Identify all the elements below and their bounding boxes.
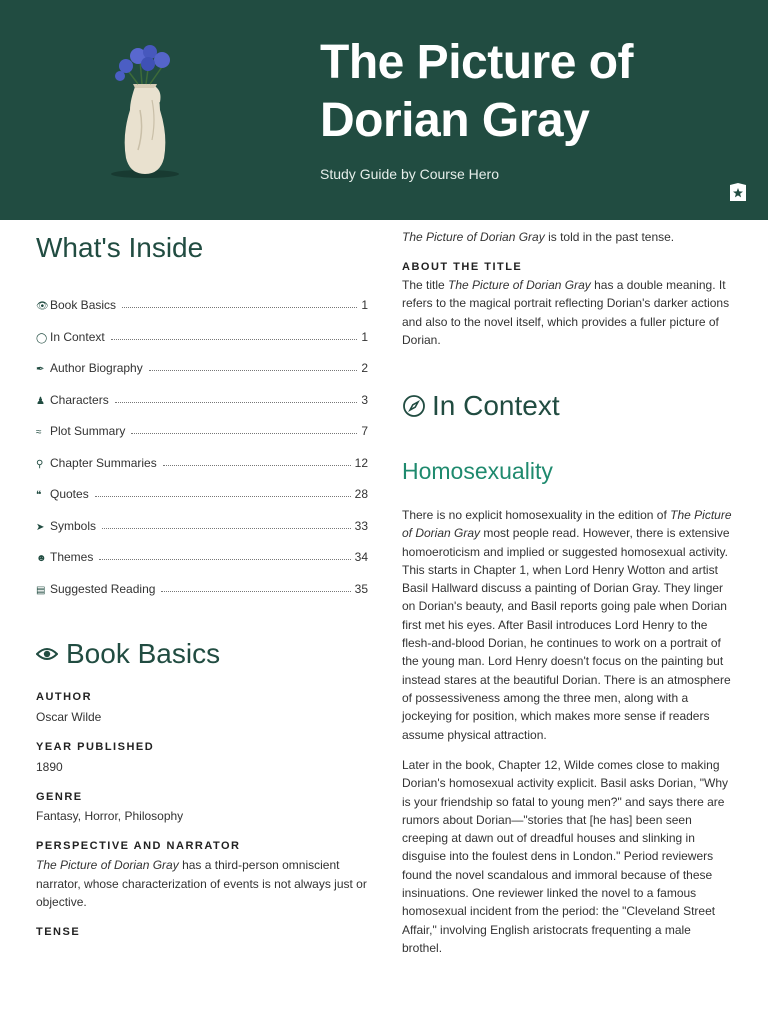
- toc-item-label: Characters: [50, 392, 109, 407]
- about-title-label: ABOUT THE TITLE: [402, 261, 523, 273]
- toc-page-number: 33: [354, 518, 368, 533]
- author-label: AUTHOR: [36, 691, 93, 703]
- toc-item-label: In Context: [50, 329, 105, 344]
- toc-item-label: Plot Summary: [50, 424, 126, 438]
- cover-header: [0, 0, 768, 220]
- toc-dot-leader: [99, 559, 350, 560]
- toc-item-label: Symbols: [50, 518, 97, 533]
- perspective-book-title: The Picture of Dorian Gray: [36, 858, 179, 872]
- toc-item-label: Book Basics: [50, 298, 117, 312]
- toc-item-chapter-summaries[interactable]: [36, 452, 368, 470]
- homosexuality-paragraph-2: Later in the book, Chapter 12, Wilde comes close to making Dorian's homosexual activity explicit. Basil asks Dorian, "Why is your friendship so fatal to young men?" and says there are rumors about Dorian—"stories that [he has] been seen creeping at dawn out of dreadful houses and slinking in disguise into the foulest dens in London." Period reviewers found the novel scandalous and immoral because of these insinuations. One reviewer linked the novel to a famous homosexual incident from the period: the "Cleveland Street Affair," involving English aristocrats frequenting a male brothel.: [402, 758, 728, 955]
- toc-page-number: 7: [361, 424, 368, 438]
- toc-item-label: Suggested Reading: [50, 581, 156, 596]
- in-context-heading-text: In Context: [432, 390, 560, 421]
- perspective-text: has a third-person omniscient narrator, whose characterization of events is not always just or objective.: [36, 858, 367, 909]
- toc-dot-leader: [161, 591, 350, 592]
- toc-item-characters[interactable]: [36, 389, 368, 407]
- toc-page-number: 3: [361, 392, 368, 407]
- toc-dot-leader: [163, 465, 351, 466]
- book-basics-heading: [36, 638, 220, 670]
- p1-book-title: The Picture of Dorian Gray: [402, 508, 732, 541]
- toc-page-number: 35: [354, 581, 368, 596]
- genre-label: GENRE: [36, 791, 83, 803]
- toc-dot-leader: [122, 307, 357, 308]
- bird-icon: ➤: [36, 521, 45, 533]
- whats-inside-heading: What's Inside: [36, 232, 204, 263]
- toc-item-label: Quotes: [50, 487, 89, 501]
- compass-icon: [402, 394, 426, 418]
- p1-pre: There is no explicit homosexuality in the edition of: [402, 508, 671, 522]
- toc-item-book-basics[interactable]: [36, 294, 368, 312]
- p1-text: most people read. However, there is extensive homoeroticism and implied or suggested homosexual activity. This starts in Chapter 1, when Lord Henry Wotton and artist Basil Hallward discuss a painting of Dorian Gray. They linger on Dorian's beauty, and Basil reports going pale when Dorian first met his eyes. After Basil introduces Lord Henry to the flesh-and-blood Dorian, he continues to work on a portrait of the young man. Lord Henry doesn't focus on the painting but instead stares at the beautiful Dorian. There is an atmosphere of possessiveness among the three men, along with a jockeying for position, which makes more sense if readers assume physical attraction.: [402, 526, 731, 742]
- toc-item-themes[interactable]: [36, 546, 368, 564]
- toc-page-number: 12: [354, 455, 368, 470]
- magnifier-icon: ⚲: [36, 458, 44, 470]
- genre-value: Fantasy, Horror, Philosophy: [36, 809, 184, 823]
- year-value: 1890: [36, 760, 63, 774]
- toc-item-label: Themes: [50, 550, 94, 564]
- compass-icon: ◯: [36, 332, 48, 344]
- eye-icon: 👁: [36, 301, 49, 312]
- toc-item-label: Author Biography: [50, 361, 143, 375]
- in-context-heading: [402, 390, 560, 422]
- toc-item-plot-summary[interactable]: [36, 420, 368, 438]
- toc-item-symbols[interactable]: [36, 515, 368, 533]
- course-hero-bookmark-icon: [728, 183, 748, 203]
- homosexuality-paragraph-1: [402, 506, 732, 744]
- tense-book-title: The Picture of Dorian Gray: [402, 230, 545, 244]
- quote-icon: ❝: [36, 490, 42, 501]
- books-icon: ▤: [36, 584, 46, 596]
- toc-dot-leader: [111, 339, 358, 340]
- toc-page-number: 34: [354, 550, 368, 564]
- title-line-1: The Picture of: [320, 36, 634, 89]
- people-icon: ♟: [36, 395, 45, 407]
- toc-item-in-context[interactable]: [36, 326, 368, 344]
- about-title-paragraph: [402, 276, 732, 349]
- chart-icon: ≈: [36, 427, 42, 438]
- tense-label: TENSE: [36, 926, 81, 938]
- book-title: [320, 34, 740, 150]
- book-basics-heading-text: Book Basics: [66, 638, 221, 669]
- toc-page-number: 28: [354, 487, 368, 501]
- year-label: YEAR PUBLISHED: [36, 741, 155, 753]
- toc-page-number: 1: [361, 329, 368, 344]
- toc-dot-leader: [149, 370, 358, 371]
- title-line-2: Dorian Gray: [320, 94, 590, 147]
- toc-dot-leader: [102, 528, 351, 529]
- toc-dot-leader: [131, 433, 357, 434]
- toc-item-suggested-reading[interactable]: [36, 578, 368, 596]
- eye-icon: [36, 647, 58, 661]
- toc-item-label: Chapter Summaries: [50, 455, 157, 470]
- homosexuality-subheading: Homosexuality: [402, 458, 553, 484]
- about-book-title: The Picture of Dorian Gray: [448, 278, 591, 292]
- about-pre: The title: [402, 278, 449, 292]
- tense-value: [402, 228, 732, 246]
- toc-dot-leader: [115, 402, 358, 403]
- theater-masks-icon: ☻: [36, 553, 47, 564]
- pen-nib-icon: ✒: [36, 364, 45, 375]
- tense-text: is told in the past tense.: [544, 230, 675, 244]
- vase-with-flowers-illustration: [100, 40, 190, 180]
- perspective-label: PERSPECTIVE AND NARRATOR: [36, 840, 241, 852]
- toc-page-number: 2: [361, 361, 368, 375]
- perspective-value: [36, 856, 368, 912]
- author-value: Oscar Wilde: [36, 710, 102, 724]
- toc-dot-leader: [95, 496, 351, 497]
- about-text: has a double meaning. It refers to the magical portrait reflecting Dorian's darker actions and also to the novel itself, which provides a fuller picture of Dorian.: [402, 278, 730, 347]
- toc-item-quotes[interactable]: [36, 483, 368, 501]
- toc-item-author-biography[interactable]: [36, 357, 368, 375]
- toc-page-number: 1: [361, 298, 368, 312]
- subtitle: Study Guide by Course Hero: [320, 166, 499, 182]
